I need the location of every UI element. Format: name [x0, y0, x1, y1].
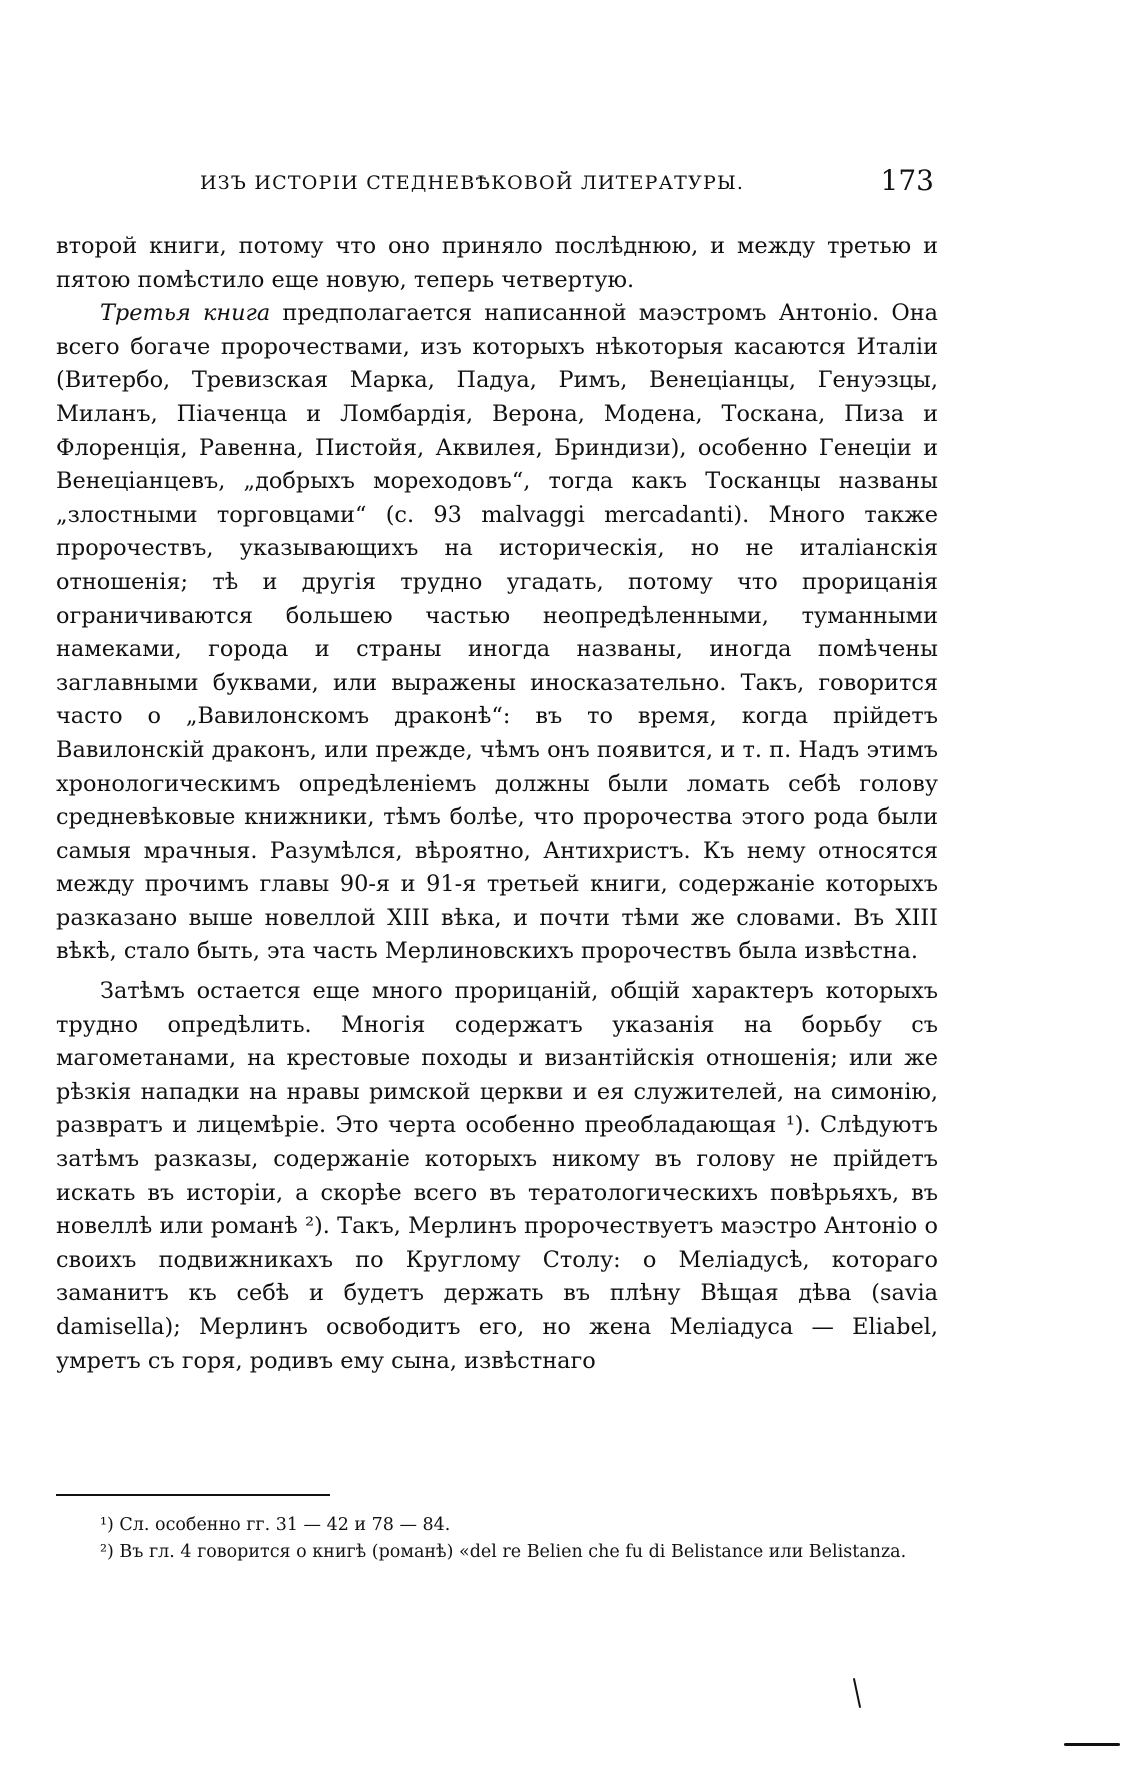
paragraph-2-italic-lead: Третья книга	[100, 300, 271, 327]
scan-artifact-dash	[1064, 1743, 1120, 1746]
paragraph-3: Затѣмъ остается еще много прорицаній, общій характеръ которыхъ трудно опредѣлить. Многія содержатъ указанія на борьбу съ магометанами, на крестовые походы и византійскія отношенія; или же рѣзкія нападки на нравы римской церкви и ея служителей, на симонію, развратъ и лицемѣріе. Это черта особенно преобладающая ¹). Слѣдуютъ затѣмъ разказы, содержаніе которыхъ никому въ голову не прійдетъ искать въ исторіи, а скорѣе всего въ тератологическихъ повѣрьяхъ, въ новеллѣ или романѣ ²). Такъ, Мерлинъ пророчествуетъ маэстро Антоніо о своихъ подвижникахъ по Круглому Столу: о Меліадусѣ, котораго заманитъ къ себѣ и будетъ держать въ плѣну Вѣщая дѣва (savia damisella); Мерлинъ освободитъ его, но жена Меліадуса — Eliabel, умретъ съ горя, родивъ ему сына, извѣстнаго	[56, 978, 938, 1374]
running-head: ИЗЪ ИСТОРІИ СТЕДНЕВѢКОВОЙ ЛИТЕРАТУРЫ.	[200, 172, 745, 194]
paragraph-1: второй книги, потому что оно приняло послѣднюю, и между третью и пятою помѣстило еще новую, теперь четвертую.	[56, 233, 938, 293]
footnote-1: ¹) Сл. особенно гг. 31 — 42 и 78 — 84.	[100, 1515, 451, 1535]
scan-artifact-stroke	[853, 1678, 861, 1708]
page-header	[56, 164, 938, 204]
footnotes	[56, 1512, 938, 1566]
paragraph-2-text: предполагается написанной маэстромъ Антоніо. Она всего богаче пророчествами, изъ которыхъ нѣкоторыя касаются Италіи (Витербо, Тревизская Марка, Падуа, Римъ, Венеціанцы, Генуэзцы, Миланъ, Піаченца и Ломбардія, Верона, Модена, Тоскана, Пиза и Флоренція, Равенна, Пистойя, Аквилея, Бриндизи), особенно Генеціи и Венеціанцевъ, „добрыхъ мореходовъ“, тогда какъ Тосканцы названы „злостными торговцами“ (с. 93 malvaggi mercadanti). Много также пророчествъ, указывающихъ на историческія, но не италіанскія отношенія; тѣ и другія трудно угадать, потому что прорицанія ограничиваются большею частью неопредѣленными, туманными намеками, города и страны иногда названы, иногда помѣчены заглавными буквами, или выражены иносказательно. Такъ, говорится часто о „Вавилонскомъ драконѣ“: въ то время, когда прійдетъ Вавилонскій драконъ, или прежде, чѣмъ онъ появится, и т. п. Надъ этимъ хронологическимъ опредѣленіемъ должны были ломать себѣ голову средневѣковые книжники, тѣмъ болѣе, что пророчества этого рода были самыя мрачныя. Разумѣлся, вѣроятно, Антихристъ. Къ нему относятся между прочимъ главы 90-я и 91-я третьей книги, содержаніе которыхъ разказано выше новеллой XIII вѣка, и почти тѣми же словами. Въ XIII вѣкѣ, стало быть, эта часть Мерлиновскихъ пророчествъ была извѣстна.	[56, 300, 938, 965]
page-number: 173	[880, 164, 934, 197]
footnote-divider	[56, 1494, 330, 1496]
paragraph-2	[56, 297, 938, 969]
main-text	[56, 230, 938, 1378]
footnote-2: ²) Въ гл. 4 говорится о книгѣ (романѣ) «del re Belien che fu di Belistance или Belistanza.	[100, 1542, 907, 1562]
